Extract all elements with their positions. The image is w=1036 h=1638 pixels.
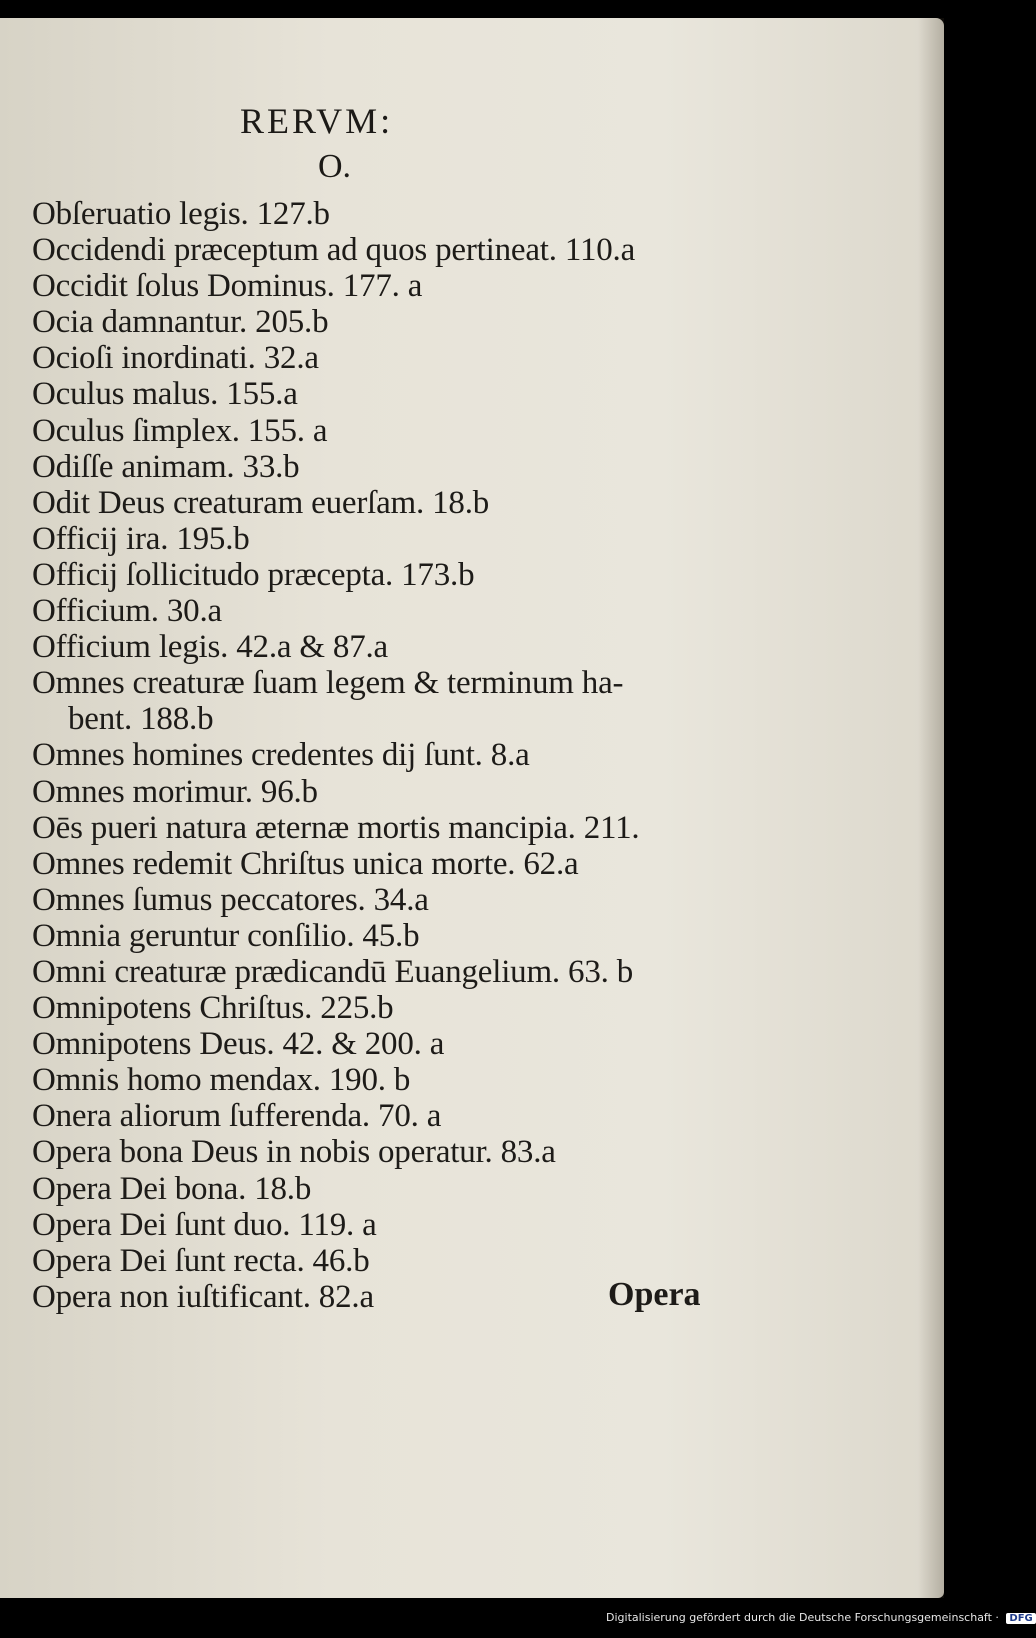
catchword: Opera: [608, 1276, 701, 1313]
index-entry: Officium legis. 42.a & 87.a: [32, 629, 389, 666]
running-header: RERVM:: [240, 101, 394, 141]
index-entry: Ocioſi inordinati. 32.a: [32, 340, 319, 377]
index-entry: Officium. 30.a: [32, 593, 222, 630]
index-entry: Opera Dei ſunt duo. 119. a: [32, 1206, 377, 1243]
digitization-credit: [606, 1611, 1036, 1624]
section-letter: O.: [318, 148, 352, 185]
book-page: [0, 18, 944, 1598]
index-entry: Omnia geruntur conſilio. 45.b: [32, 917, 420, 954]
index-entry: Onera aliorum ſufferenda. 70. a: [32, 1098, 442, 1135]
index-entry: Occidendi præceptum ad quos pertineat. 110.a: [32, 232, 636, 269]
index-entry: Officij ira. 195.b: [32, 520, 250, 557]
index-entry: Omnipotens Deus. 42. & 200. a: [32, 1026, 445, 1063]
dfg-logo: DFG: [1006, 1613, 1035, 1624]
index-entry: Odit Deus creaturam euerſam. 18.b: [32, 484, 490, 521]
index-entry: Opera bona Deus in nobis operatur. 83.a: [32, 1134, 556, 1171]
index-entry: Oculus ſimplex. 155. a: [32, 412, 328, 449]
index-entry: Omnis homo mendax. 190. b: [32, 1062, 411, 1099]
index-entry: Oculus malus. 155.a: [32, 376, 298, 413]
index-entry: Omnes ſumus peccatores. 34.a: [32, 881, 429, 918]
index-entry: Officij ſollicitudo præcepta. 173.b: [32, 556, 475, 593]
index-entry-continuation: bent. 188.b: [68, 701, 214, 738]
index-entry: Omnes morimur. 96.b: [32, 773, 318, 810]
index-entry: Omnes homines credentes dij ſunt. 8.a: [32, 737, 530, 774]
index-entry: Opera non iuſtificant. 82.a: [32, 1278, 374, 1315]
index-entry: Odiſſe animam. 33.b: [32, 448, 300, 485]
index-entry: Opera Dei ſunt recta. 46.b: [32, 1242, 370, 1279]
index-entry: Omnes redemit Chriſtus unica morte. 62.a: [32, 845, 579, 882]
index-entry: Oēs pueri natura æternæ mortis mancipia. 211.: [32, 809, 640, 846]
index-entry: Ocia damnantur. 205.b: [32, 304, 329, 341]
credit-text: Digitalisierung gefördert durch die Deutsche Forschungsgemeinschaft ·: [606, 1611, 999, 1624]
index-list: [32, 196, 752, 1315]
index-entry: Omni creaturæ prædicandū Euangelium. 63. b: [32, 953, 634, 990]
index-entry: Opera Dei bona. 18.b: [32, 1170, 312, 1207]
index-entry: Omnes creaturæ ſuam legem & terminum ha-: [32, 665, 624, 702]
index-entry: Obſeruatio legis. 127.b: [32, 196, 330, 232]
index-entry: Omnipotens Chriſtus. 225.b: [32, 990, 394, 1027]
index-entry: Occidit ſolus Dominus. 177. a: [32, 268, 423, 305]
